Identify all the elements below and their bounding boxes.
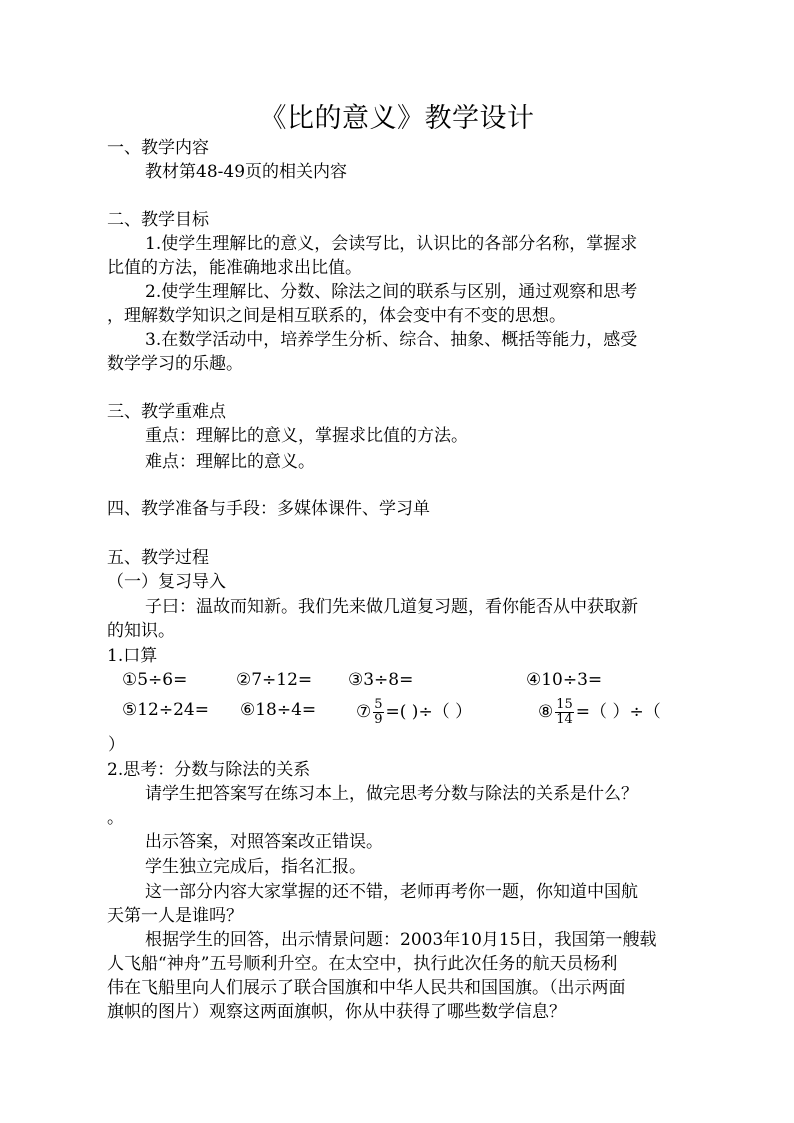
report-text: 学生独立完成后，指名汇报。 xyxy=(145,857,366,877)
content-text: 教材第48-49页的相关内容 xyxy=(145,162,348,182)
goal-3-line-1: 3.在数学活动中，培养学生分析、综合、抽象、概括等能力，感受 xyxy=(145,330,638,350)
section-heading-content: 一、教学内容 xyxy=(107,138,209,158)
intro-line-2: 的知识。 xyxy=(107,621,175,641)
oral-problem-8 xyxy=(538,698,661,727)
oral-problem-7 xyxy=(356,698,472,727)
oral-problem-6: ⑥18÷4= xyxy=(240,700,317,720)
story-line-2: 人飞船“神舟”五号顺利升空。在太空中，执行此次任务的航天员杨利 xyxy=(107,954,618,974)
oral-problem-5: ⑤12÷24= xyxy=(122,700,209,720)
goal-1-line-2: 比值的方法，能准确地求出比值。 xyxy=(107,258,362,278)
story-line-1: 根据学生的回答，出示情景问题：2003年10月15日，我国第一艘载 xyxy=(145,930,657,950)
oral-problem-1: ①5÷6= xyxy=(122,670,188,690)
fraction-15-14 xyxy=(555,698,574,727)
key-point-text: 重点：理解比的意义，掌握求比值的方法。 xyxy=(145,426,468,446)
goal-2-line-2: ，理解数学知识之间是相互联系的，体会变中有不变的思想。 xyxy=(107,306,566,326)
goal-3-line-2: 数学学习的乐趣。 xyxy=(107,354,243,374)
section-heading-process: 五、教学过程 xyxy=(107,548,209,568)
oral-problem-4: ④10÷3= xyxy=(526,670,603,690)
fraction-denominator: 9 xyxy=(374,712,383,727)
fraction-denominator: 14 xyxy=(556,712,573,727)
goal-1-line-1: 1.使学生理解比的意义，会读写比，认识比的各部分名称，掌握求 xyxy=(145,234,638,254)
fraction-5-9 xyxy=(373,698,383,727)
difficulty-text: 难点：理解比的意义。 xyxy=(145,452,315,472)
think-line-2: 。 xyxy=(107,808,124,828)
oral-problem-7-mark: ⑦ xyxy=(356,702,372,722)
section-heading-preparation: 四、教学准备与手段：多媒体课件、学习单 xyxy=(107,499,430,519)
story-line-3: 伟在飞船里向人们展示了联合国旗和中华人民共和国国旗。（出示两面 xyxy=(107,978,626,998)
subsection-heading-review: （一）复习导入 xyxy=(107,572,226,592)
oral-problem-8-wrap: ） xyxy=(108,735,125,755)
oral-problem-7-rest: =( )÷（ ） xyxy=(385,702,473,722)
question-line-1: 这一部分内容大家掌握的还不错，老师再考你一题，你知道中国航 xyxy=(145,882,638,902)
think-line-1: 请学生把答案写在练习本上，做完思考分数与除法的关系是什么？ xyxy=(145,784,638,804)
think-heading: 2.思考：分数与除法的关系 xyxy=(107,760,311,780)
section-heading-goals: 二、教学目标 xyxy=(107,210,209,230)
oral-problem-2: ②7÷12= xyxy=(236,670,313,690)
fraction-numerator: 15 xyxy=(556,697,573,712)
oral-problem-8-mark: ⑧ xyxy=(538,702,554,722)
question-line-2: 天第一人是谁吗？ xyxy=(107,906,243,926)
oral-problem-3: ③3÷8= xyxy=(348,670,414,690)
fraction-numerator: 5 xyxy=(374,697,383,712)
oral-calc-heading: 1.口算 xyxy=(107,646,158,666)
show-answer-text: 出示答案，对照答案改正错误。 xyxy=(145,832,383,852)
document-title: 《比的意义》教学设计 xyxy=(259,103,535,134)
section-heading-key-points: 三、教学重难点 xyxy=(107,402,226,422)
goal-2-line-1: 2.使学生理解比、分数、除法之间的联系与区别，通过观察和思考 xyxy=(145,282,638,302)
story-line-4: 旗帜的图片）观察这两面旗帜，你从中获得了哪些数学信息？ xyxy=(107,1002,566,1022)
intro-line-1: 子曰：温故而知新。我们先来做几道复习题，看你能否从中获取新 xyxy=(145,597,638,617)
oral-problem-8-rest: =（ ）÷（ xyxy=(575,702,661,722)
